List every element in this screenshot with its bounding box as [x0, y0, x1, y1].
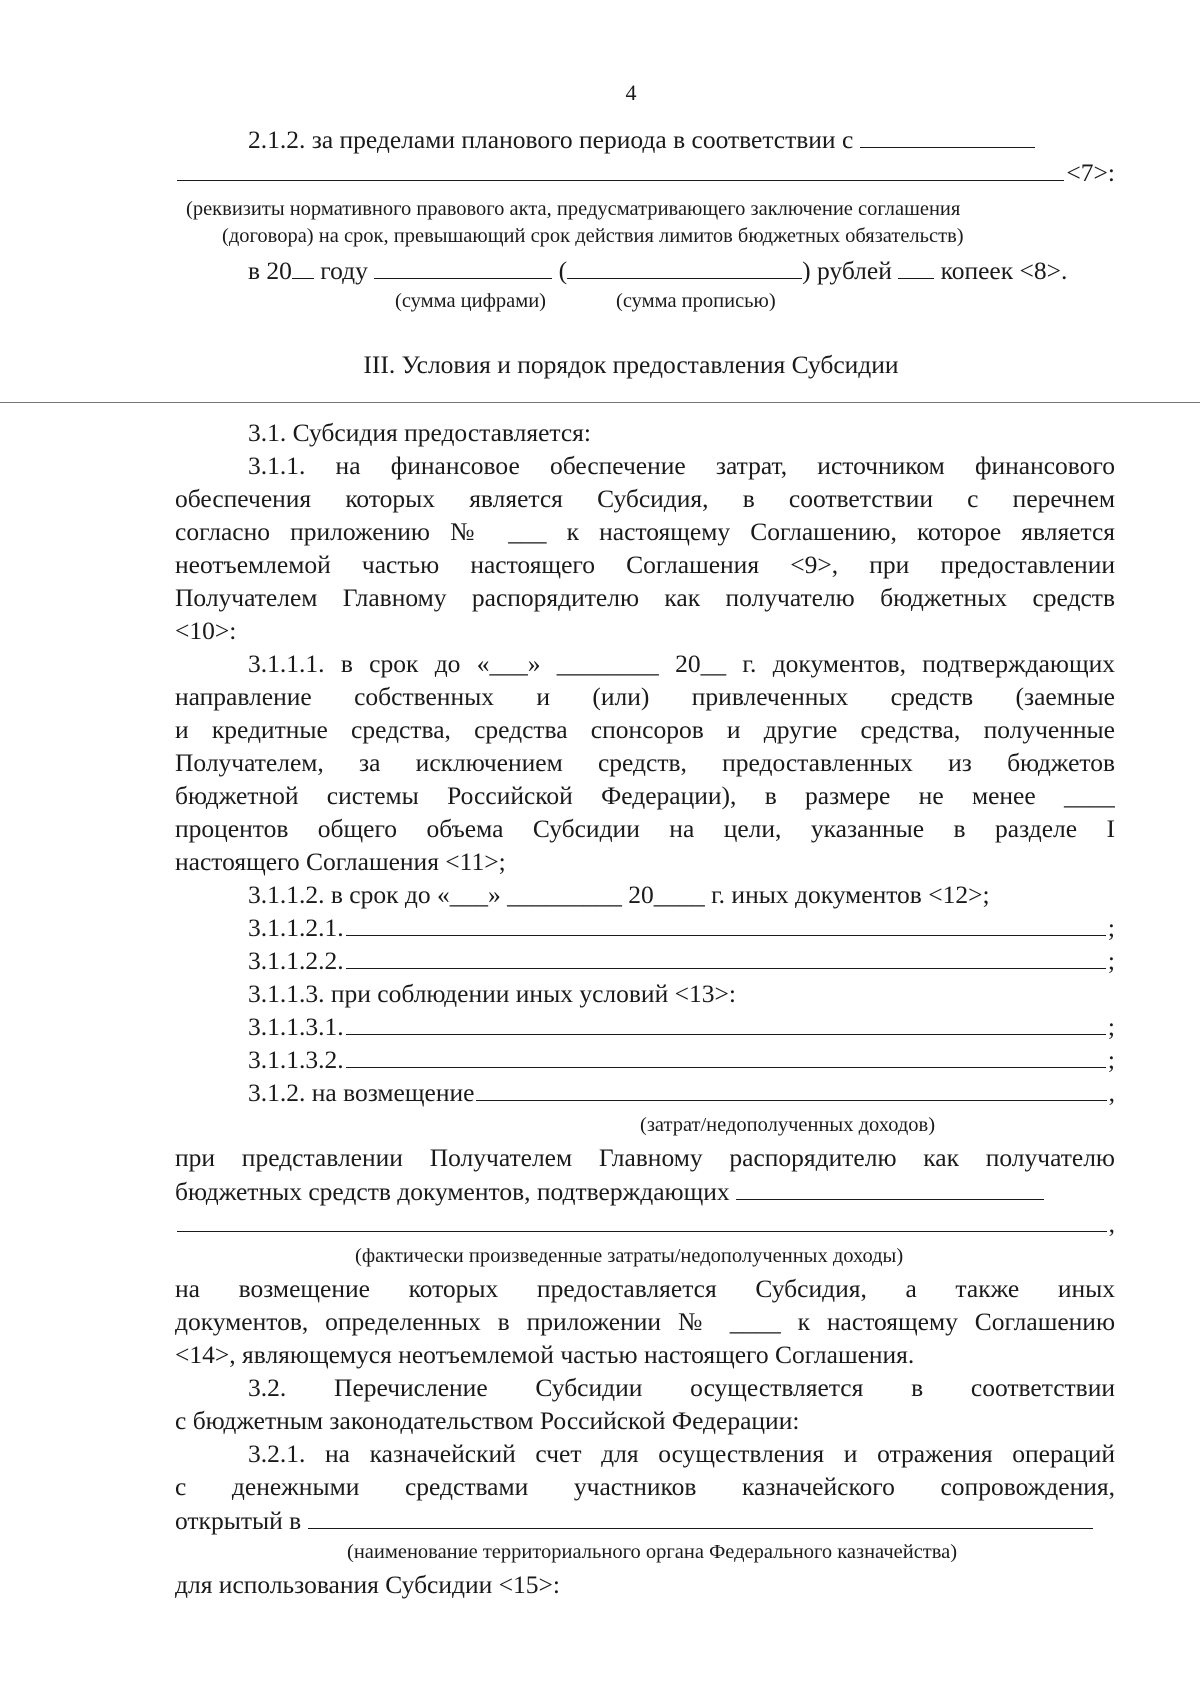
- clause-number: 3.1.1.2.1.: [248, 913, 344, 942]
- clause-3-1-1-3-1: [248, 1010, 1115, 1043]
- year-word: году: [320, 256, 368, 285]
- clause-3-1-1-1-line: бюджетной системы Российской Федерации), в размере не менее ____: [175, 781, 1115, 810]
- clause-3-1-1-1-line: и кредитные средства, средства спонсоров и другие средства, полученные: [175, 715, 1115, 744]
- caption-costs: (затрат/недополученных доходов): [640, 1114, 936, 1136]
- clause-3-1-1-line: неотъемлемой частью настоящего Соглашения <9>, при предоставлении: [175, 550, 1115, 579]
- reimbursement-line: <14>, являющемуся неотъемлемой частью настоящего Соглашения.: [175, 1340, 915, 1369]
- blank-field[interactable]: [476, 1076, 1106, 1101]
- blank-field[interactable]: [292, 253, 314, 279]
- semicolon: ;: [1107, 1045, 1115, 1074]
- clause-2-1-2-text: 2.1.2. за пределами планового периода в соответствии с: [248, 125, 854, 154]
- caption-legal-act-1: (реквизиты нормативного правового акта, предусматривающего заключение соглашения: [186, 198, 961, 220]
- caption-legal-act-2: (договора) на срок, превышающий срок действия лимитов бюджетных обязательств): [222, 225, 964, 247]
- clause-3-1-1-line: 3.1.1. на финансовое обеспечение затрат, источником финансового: [248, 451, 1115, 480]
- clause-2-1-2-line2: [175, 156, 1115, 189]
- year-prefix: в 20: [248, 256, 292, 285]
- clause-number: 3.1.1.2.2.: [248, 946, 344, 975]
- section-heading: III. Условия и порядок предоставления Субсидии: [363, 350, 899, 379]
- kopecks-word: копеек <8>.: [940, 256, 1068, 285]
- comma: ,: [1108, 1078, 1115, 1107]
- blank-field[interactable]: [346, 1043, 1106, 1068]
- clause-3-2-line: с бюджетным законодательством Российской Федерации:: [175, 1406, 800, 1435]
- for-use-line: для использования Субсидии <15>:: [175, 1570, 560, 1599]
- clause-number: 3.1.1.3.2.: [248, 1045, 344, 1074]
- opened-in-text: открытый в: [175, 1506, 302, 1535]
- clause-3-1-1-line: Получателем Главному распорядителю как получателю бюджетных средств: [175, 583, 1115, 612]
- rubles-word: ) рублей: [802, 256, 892, 285]
- clause-3-1-1-1-line: 3.1.1.1. в срок до «___» ________ 20__ г. документов, подтверждающих: [248, 649, 1115, 678]
- reimbursement-line: на возмещение которых предоставляется Субсидия, а также иных: [175, 1274, 1115, 1303]
- blank-line: [175, 1207, 1115, 1240]
- clause-number: 3.1.1.3.1.: [248, 1012, 344, 1041]
- opened-in-line: [175, 1503, 1115, 1536]
- clause-3-1-1-1-line: Получателем, за исключением средств, предоставленных из бюджетов: [175, 748, 1115, 777]
- clause-3-1-1-1-line: процентов общего объема Субсидии на цели, указанные в разделе I: [175, 814, 1115, 843]
- open-paren: (: [558, 256, 568, 285]
- year-amount-line: [248, 253, 1118, 286]
- semicolon: ;: [1107, 946, 1115, 975]
- page-number: 4: [625, 80, 637, 105]
- clause-3-2-line: 3.2. Перечисление Субсидии осуществляется в соответствии: [248, 1373, 1115, 1402]
- caption-sum-words: (сумма прописью): [616, 290, 776, 312]
- semicolon: ;: [1107, 1012, 1115, 1041]
- blank-field[interactable]: [860, 122, 1035, 148]
- clause-3-1-1-3: 3.1.1.3. при соблюдении иных условий <13>:: [248, 979, 736, 1008]
- blank-field[interactable]: [346, 944, 1106, 969]
- after-3-1-2-line: при представлении Получателем Главному распорядителю как получателю: [175, 1143, 1115, 1172]
- clause-3-1-2-text: 3.1.2. на возмещение: [248, 1078, 475, 1107]
- clause-2-1-2: [248, 122, 1118, 155]
- semicolon: ;: [1107, 913, 1115, 942]
- caption-treasury: (наименование территориального органа Федерального казначейства): [347, 1541, 958, 1563]
- blank-field[interactable]: [736, 1174, 1044, 1200]
- clause-3-1-2: [248, 1076, 1115, 1109]
- scan-artifact-line: [0, 402, 1200, 403]
- docs-confirming-line: [175, 1174, 1115, 1207]
- clause-3-1-1-2: 3.1.1.2. в срок до «___» _________ 20____ г. иных документов <12>;: [248, 880, 990, 909]
- blank-field[interactable]: [346, 911, 1106, 936]
- treasury-body-field[interactable]: [308, 1503, 1093, 1529]
- clause-3-1-1-1-line: настоящего Соглашения <11>;: [175, 847, 506, 876]
- caption-actual-costs: (фактически произведенные затраты/недополученных доходы): [355, 1245, 904, 1267]
- clause-3-1-1-line: обеспечения которых является Субсидия, в соответствии с перечнем: [175, 484, 1115, 513]
- clause-3-1: 3.1. Субсидия предоставляется:: [248, 418, 591, 447]
- blank-field[interactable]: [177, 1207, 1107, 1232]
- caption-sum-digits: (сумма цифрами): [395, 290, 547, 312]
- clause-3-1-1-2-1: [248, 911, 1115, 944]
- blank-field[interactable]: [177, 156, 1064, 181]
- clause-3-1-1-2-2: [248, 944, 1115, 977]
- docs-confirming-text: бюджетных средств документов, подтверждающих: [175, 1177, 730, 1206]
- kopecks-field[interactable]: [898, 253, 934, 279]
- clause-3-1-1-line: согласно приложению № ___ к настоящему Соглашению, которое является: [175, 517, 1115, 546]
- comma: ,: [1108, 1209, 1115, 1238]
- clause-3-1-1-3-2: [248, 1043, 1115, 1076]
- clause-3-1-1-1-line: направление собственных и (или) привлеченных средств (заемные: [175, 682, 1115, 711]
- amount-digits-field[interactable]: [374, 253, 552, 279]
- clause-3-1-1-line: <10>:: [175, 616, 237, 645]
- amount-words-field[interactable]: [567, 253, 802, 279]
- clause-3-2-1-line: 3.2.1. на казначейский счет для осуществления и отражения операций: [248, 1439, 1115, 1468]
- footnote-ref: <7>:: [1066, 158, 1115, 187]
- reimbursement-line: документов, определенных в приложении № ____ к настоящему Соглашению: [175, 1307, 1115, 1336]
- clause-3-2-1-line: с денежными средствами участников казначейского сопровождения,: [175, 1472, 1115, 1501]
- blank-field[interactable]: [346, 1010, 1106, 1035]
